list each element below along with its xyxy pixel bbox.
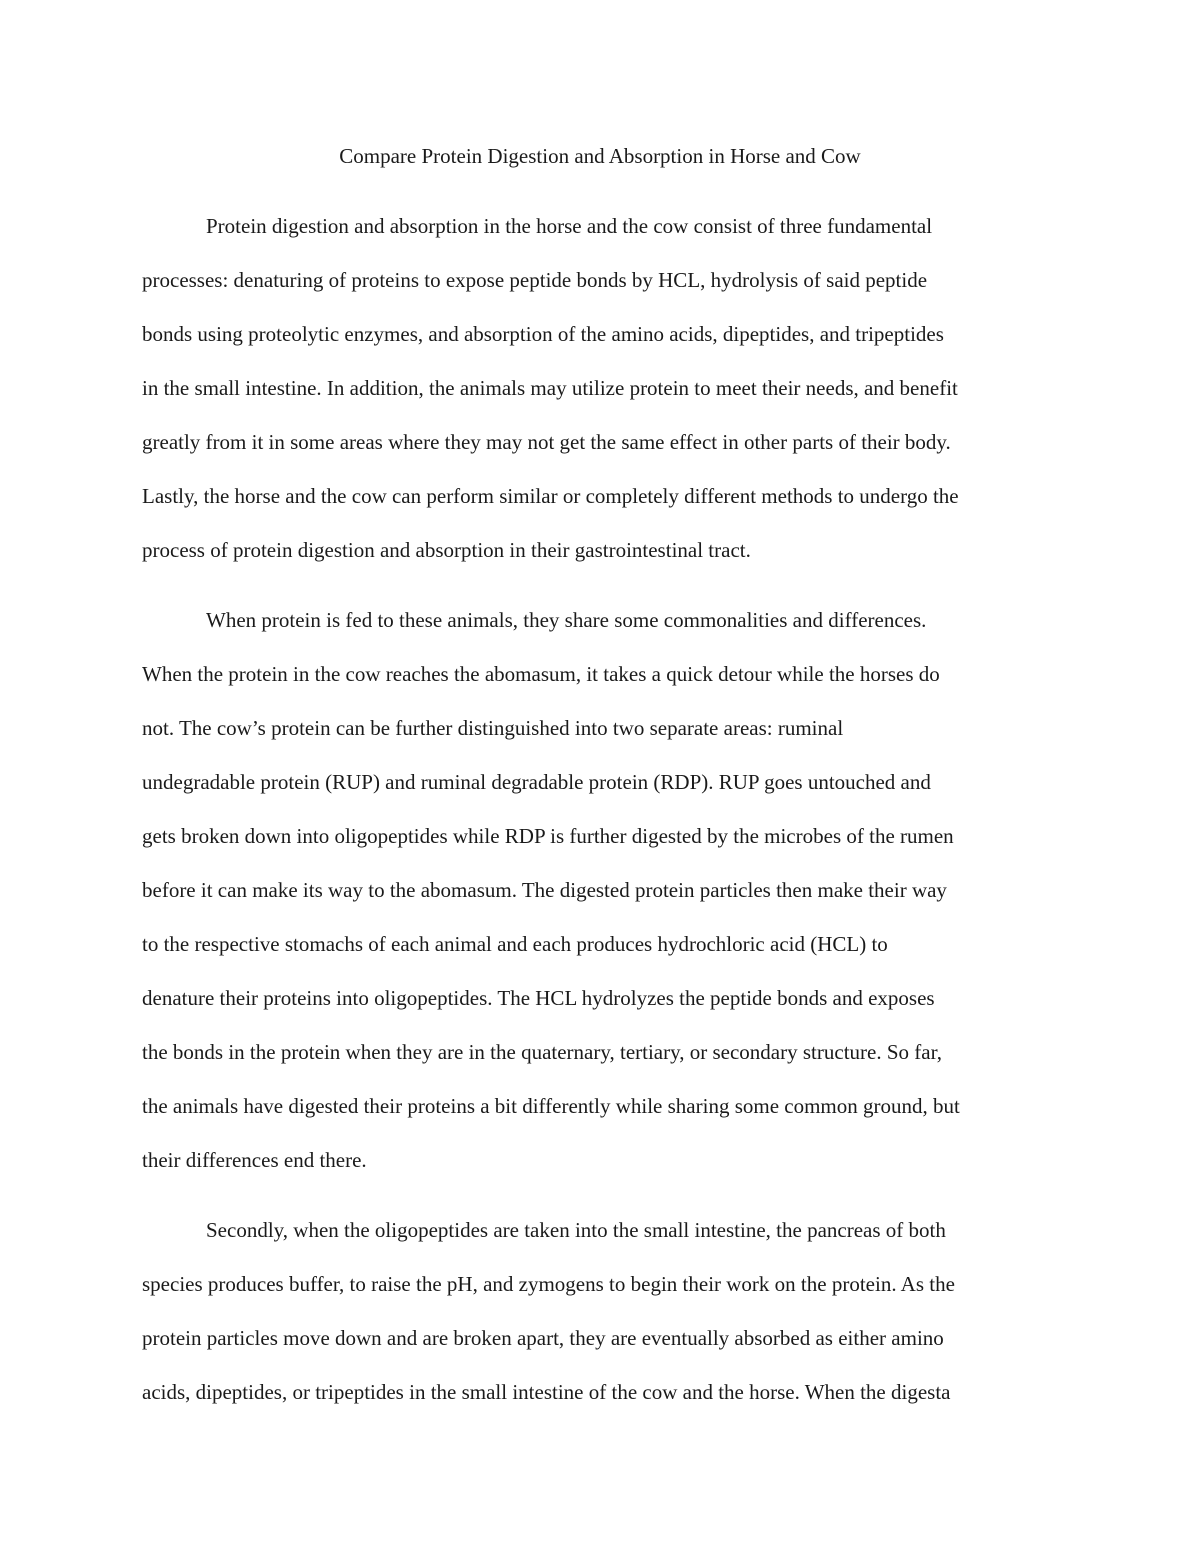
paragraph-line: Lastly, the horse and the cow can perform similar or completely different methods to undergo the — [142, 484, 959, 508]
paragraph-line: bonds using proteolytic enzymes, and absorption of the amino acids, dipeptides, and tripeptides — [142, 322, 944, 346]
paragraph-line: process of protein digestion and absorption in their gastrointestinal tract. — [142, 538, 751, 562]
paragraph-line: acids, dipeptides, or tripeptides in the small intestine of the cow and the horse. When the digesta — [142, 1380, 951, 1404]
paragraph-line: not. The cow’s protein can be further distinguished into two separate areas: ruminal — [142, 716, 844, 740]
paragraph-line: Protein digestion and absorption in the horse and the cow consist of three fundamental — [206, 214, 933, 238]
paragraph-line: species produces buffer, to raise the pH, and zymogens to begin their work on the protein. As the — [142, 1272, 955, 1296]
paragraph-line: When protein is fed to these animals, they share some commonalities and differences. — [206, 608, 927, 632]
paragraph-line: denature their proteins into oligopeptides. The HCL hydrolyzes the peptide bonds and exposes — [142, 986, 935, 1010]
paragraph-line: to the respective stomachs of each animal and each produces hydrochloric acid (HCL) to — [142, 932, 888, 956]
paragraph-line: processes: denaturing of proteins to expose peptide bonds by HCL, hydrolysis of said peptide — [142, 268, 928, 292]
paragraph-line: greatly from it in some areas where they may not get the same effect in other parts of their body. — [142, 430, 951, 454]
paragraph-line: gets broken down into oligopeptides while RDP is further digested by the microbes of the rumen — [142, 824, 954, 848]
paragraph-line: When the protein in the cow reaches the abomasum, it takes a quick detour while the horses do — [142, 662, 940, 686]
paragraph-line: before it can make its way to the abomasum. The digested protein particles then make their way — [142, 878, 947, 902]
paragraph-line: in the small intestine. In addition, the animals may utilize protein to meet their needs, and benefit — [142, 376, 958, 400]
paragraph-line: their differences end there. — [142, 1148, 367, 1172]
paragraph-line: undegradable protein (RUP) and ruminal degradable protein (RDP). RUP goes untouched and — [142, 770, 931, 794]
paragraph-line: the bonds in the protein when they are in the quaternary, tertiary, or secondary structure. So far, — [142, 1040, 942, 1064]
paragraph-line: Secondly, when the oligopeptides are taken into the small intestine, the pancreas of both — [206, 1218, 946, 1242]
paragraph-line: protein particles move down and are broken apart, they are eventually absorbed as either amino — [142, 1326, 944, 1350]
paragraph-line: the animals have digested their proteins a bit differently while sharing some common ground, but — [142, 1094, 960, 1118]
document-title: Compare Protein Digestion and Absorption in Horse and Cow — [339, 144, 861, 168]
